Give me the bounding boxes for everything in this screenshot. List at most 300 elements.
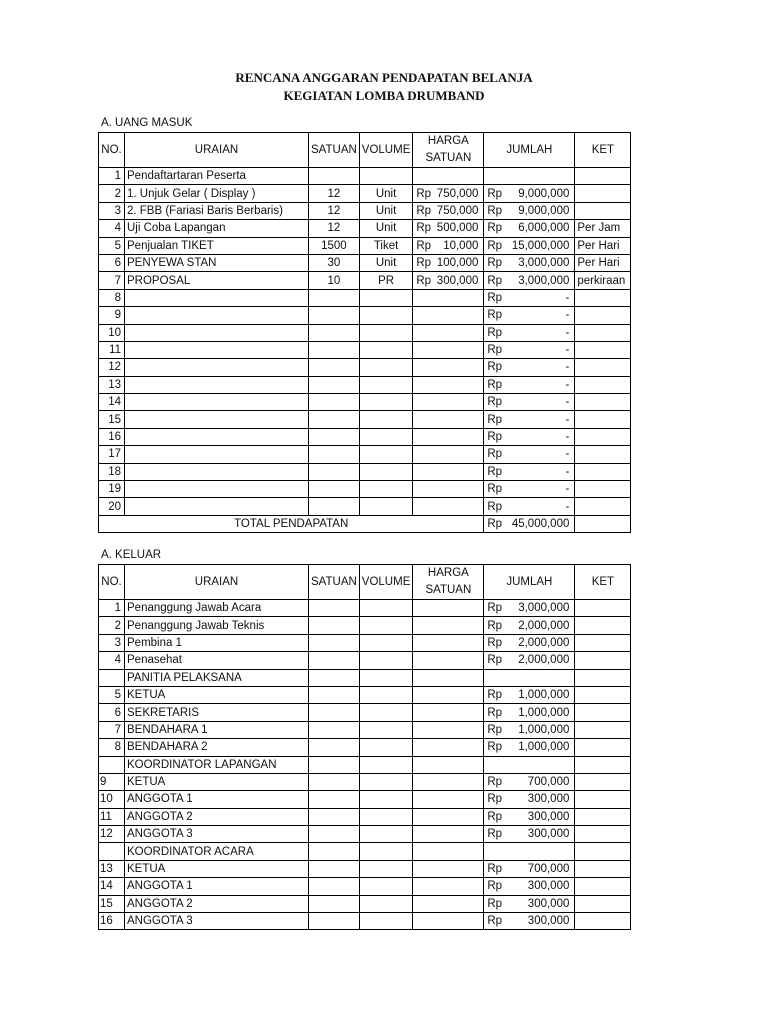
table-row xyxy=(99,428,631,445)
row-harga xyxy=(413,498,484,515)
currency-symbol: Rp xyxy=(487,828,503,841)
row-uraian: Penanggung Jawab Acara xyxy=(125,600,309,617)
row-uraian xyxy=(125,307,309,324)
row-jumlah xyxy=(484,220,575,237)
row-no: 10 xyxy=(99,791,125,808)
amount-value: 1,000,000 xyxy=(518,723,570,736)
row-no: 11 xyxy=(99,808,125,825)
row-satuan xyxy=(309,669,360,686)
row-satuan xyxy=(309,463,360,480)
row-no: 4 xyxy=(99,652,125,669)
row-satuan xyxy=(309,808,360,825)
row-ket xyxy=(575,617,631,634)
row-satuan xyxy=(309,704,360,721)
row-volume xyxy=(359,878,413,895)
row-jumlah xyxy=(484,272,575,289)
amount-value: 2,000,000 xyxy=(518,636,570,649)
table-row xyxy=(99,600,631,617)
row-no: 2 xyxy=(99,617,125,634)
row-jumlah xyxy=(484,289,575,306)
row-volume xyxy=(359,686,413,703)
currency-symbol: Rp xyxy=(487,187,503,200)
col-uraian-header: URAIAN xyxy=(125,133,309,168)
currency-symbol: Rp xyxy=(487,654,503,667)
amount-value: - xyxy=(565,465,570,478)
row-jumlah xyxy=(484,185,575,202)
row-volume xyxy=(359,481,413,498)
currency-symbol: Rp xyxy=(487,239,503,252)
row-no: 4 xyxy=(99,220,125,237)
row-satuan xyxy=(309,446,360,463)
row-ket xyxy=(575,826,631,843)
row-uraian: PROPOSAL xyxy=(125,272,309,289)
table-row xyxy=(99,773,631,790)
row-harga xyxy=(413,756,484,773)
currency-symbol: Rp xyxy=(487,863,503,876)
table-row xyxy=(99,202,631,219)
currency-symbol: Rp xyxy=(487,897,503,910)
row-no: 17 xyxy=(99,446,125,463)
row-ket xyxy=(575,600,631,617)
amount-value: 750,000 xyxy=(436,187,479,200)
row-satuan xyxy=(309,686,360,703)
amount-value: - xyxy=(565,431,570,444)
row-harga xyxy=(413,237,484,254)
harga-label-2: SATUAN xyxy=(425,584,472,596)
row-uraian: PANITIA PELAKSANA xyxy=(125,669,309,686)
row-volume xyxy=(359,289,413,306)
row-jumlah xyxy=(484,878,575,895)
row-jumlah xyxy=(484,739,575,756)
row-harga xyxy=(413,617,484,634)
amount-value: 9,000,000 xyxy=(518,187,570,200)
expense-header-row xyxy=(99,565,631,600)
row-ket xyxy=(575,359,631,376)
row-volume: Unit xyxy=(359,254,413,271)
row-jumlah xyxy=(484,411,575,428)
amount-value: 6,000,000 xyxy=(518,222,570,235)
row-satuan xyxy=(309,341,360,358)
currency-symbol: Rp xyxy=(487,517,503,530)
table-row xyxy=(99,791,631,808)
amount-value: 1,000,000 xyxy=(518,689,570,702)
col-volume-header: VOLUME xyxy=(359,133,413,168)
row-uraian xyxy=(125,498,309,515)
row-satuan xyxy=(309,895,360,912)
table-row xyxy=(99,756,631,773)
col-satuan-header: SATUAN xyxy=(309,565,360,600)
table-row xyxy=(99,498,631,515)
row-harga xyxy=(413,600,484,617)
row-uraian xyxy=(125,324,309,341)
amount-value: 3,000,000 xyxy=(518,602,570,615)
currency-symbol: Rp xyxy=(487,500,503,513)
row-ket: Per Jam xyxy=(575,220,631,237)
row-no: 12 xyxy=(99,359,125,376)
expense-table xyxy=(98,564,631,930)
row-uraian: 1. Unjuk Gelar ( Display ) xyxy=(125,185,309,202)
row-jumlah xyxy=(484,895,575,912)
row-ket xyxy=(575,843,631,860)
row-jumlah xyxy=(484,237,575,254)
row-ket xyxy=(575,446,631,463)
amount-value: 100,000 xyxy=(436,257,479,270)
row-satuan xyxy=(309,652,360,669)
total-label: TOTAL PENDAPATAN xyxy=(99,515,484,532)
row-uraian xyxy=(125,463,309,480)
row-satuan xyxy=(309,600,360,617)
row-ket: Per Hari xyxy=(575,254,631,271)
row-harga xyxy=(413,411,484,428)
row-volume xyxy=(359,826,413,843)
income-table xyxy=(98,132,631,533)
row-no: 19 xyxy=(99,481,125,498)
table-row xyxy=(99,324,631,341)
currency-symbol: Rp xyxy=(487,810,503,823)
currency-symbol: Rp xyxy=(487,483,503,496)
currency-symbol: Rp xyxy=(487,204,503,217)
row-volume xyxy=(359,739,413,756)
row-ket xyxy=(575,686,631,703)
total-value-cell xyxy=(484,515,575,532)
row-uraian: ANGGOTA 3 xyxy=(125,826,309,843)
row-no: 20 xyxy=(99,498,125,515)
harga-label-1: HARGA xyxy=(427,567,469,579)
total-ket-cell xyxy=(575,515,631,532)
amount-value: 9,000,000 xyxy=(518,204,570,217)
row-volume xyxy=(359,463,413,480)
currency-symbol: Rp xyxy=(487,344,503,357)
row-ket xyxy=(575,481,631,498)
row-ket xyxy=(575,168,631,185)
row-volume xyxy=(359,411,413,428)
row-ket xyxy=(575,289,631,306)
currency-symbol: Rp xyxy=(487,776,503,789)
row-ket xyxy=(575,202,631,219)
row-harga xyxy=(413,220,484,237)
amount-value: - xyxy=(565,448,570,461)
currency-symbol: Rp xyxy=(487,222,503,235)
row-harga xyxy=(413,791,484,808)
row-harga xyxy=(413,341,484,358)
row-harga xyxy=(413,773,484,790)
row-harga xyxy=(413,739,484,756)
row-no: 8 xyxy=(99,739,125,756)
row-volume: Unit xyxy=(359,202,413,219)
table-row xyxy=(99,878,631,895)
currency-symbol: Rp xyxy=(487,723,503,736)
table-row xyxy=(99,721,631,738)
col-ket-header: KET xyxy=(575,133,631,168)
row-volume xyxy=(359,359,413,376)
row-uraian xyxy=(125,446,309,463)
amount-value: 300,000 xyxy=(527,828,570,841)
row-ket: perkiraan xyxy=(575,272,631,289)
table-row xyxy=(99,617,631,634)
row-ket xyxy=(575,341,631,358)
row-no: 15 xyxy=(99,411,125,428)
currency-symbol: Rp xyxy=(487,915,503,928)
row-satuan: 12 xyxy=(309,202,360,219)
row-no xyxy=(99,669,125,686)
row-jumlah xyxy=(484,617,575,634)
table-row xyxy=(99,446,631,463)
row-no: 14 xyxy=(99,878,125,895)
row-volume xyxy=(359,669,413,686)
row-harga xyxy=(413,359,484,376)
amount-value: 300,000 xyxy=(527,793,570,806)
row-harga xyxy=(413,843,484,860)
row-ket xyxy=(575,773,631,790)
row-volume xyxy=(359,756,413,773)
row-ket: Per Hari xyxy=(575,237,631,254)
row-harga xyxy=(413,895,484,912)
row-satuan xyxy=(309,168,360,185)
row-satuan xyxy=(309,324,360,341)
row-satuan xyxy=(309,289,360,306)
row-satuan xyxy=(309,359,360,376)
amount-value: - xyxy=(565,326,570,339)
currency-symbol: Rp xyxy=(416,239,432,252)
row-ket xyxy=(575,652,631,669)
row-harga xyxy=(413,168,484,185)
row-no: 7 xyxy=(99,272,125,289)
table-row xyxy=(99,481,631,498)
row-no: 1 xyxy=(99,168,125,185)
row-harga xyxy=(413,324,484,341)
currency-symbol: Rp xyxy=(487,689,503,702)
row-uraian: KETUA xyxy=(125,773,309,790)
row-uraian: SEKRETARIS xyxy=(125,704,309,721)
currency-symbol: Rp xyxy=(416,204,432,217)
row-jumlah xyxy=(484,669,575,686)
row-volume xyxy=(359,600,413,617)
row-satuan xyxy=(309,756,360,773)
row-no: 16 xyxy=(99,428,125,445)
row-harga xyxy=(413,913,484,930)
currency-symbol: Rp xyxy=(487,619,503,632)
row-uraian xyxy=(125,411,309,428)
row-volume xyxy=(359,324,413,341)
table-row xyxy=(99,359,631,376)
row-satuan xyxy=(309,428,360,445)
row-ket xyxy=(575,913,631,930)
table-row xyxy=(99,376,631,393)
row-harga xyxy=(413,394,484,411)
row-uraian: BENDAHARA 1 xyxy=(125,721,309,738)
row-satuan xyxy=(309,913,360,930)
row-volume xyxy=(359,704,413,721)
row-volume xyxy=(359,634,413,651)
row-jumlah xyxy=(484,704,575,721)
row-no: 10 xyxy=(99,324,125,341)
currency-symbol: Rp xyxy=(487,361,503,374)
row-harga xyxy=(413,272,484,289)
row-harga xyxy=(413,254,484,271)
row-satuan xyxy=(309,791,360,808)
col-harga-header xyxy=(413,133,484,168)
row-jumlah xyxy=(484,498,575,515)
row-satuan xyxy=(309,721,360,738)
amount-value: - xyxy=(565,396,570,409)
row-satuan xyxy=(309,739,360,756)
row-satuan: 12 xyxy=(309,185,360,202)
row-volume xyxy=(359,652,413,669)
row-satuan xyxy=(309,878,360,895)
row-jumlah xyxy=(484,446,575,463)
row-no: 5 xyxy=(99,237,125,254)
row-jumlah xyxy=(484,791,575,808)
row-harga xyxy=(413,826,484,843)
amount-value: 15,000,000 xyxy=(511,239,570,252)
amount-value: - xyxy=(565,309,570,322)
row-harga xyxy=(413,376,484,393)
income-total-row xyxy=(99,515,631,532)
row-ket xyxy=(575,808,631,825)
col-volume-header: VOLUME xyxy=(359,565,413,600)
table-row xyxy=(99,686,631,703)
row-satuan xyxy=(309,843,360,860)
row-ket xyxy=(575,739,631,756)
amount-value: 3,000,000 xyxy=(518,257,570,270)
amount-value: 300,000 xyxy=(527,810,570,823)
row-volume xyxy=(359,843,413,860)
amount-value: 300,000 xyxy=(527,915,570,928)
row-no: 2 xyxy=(99,185,125,202)
row-volume xyxy=(359,498,413,515)
col-uraian-header: URAIAN xyxy=(125,565,309,600)
row-uraian: KOORDINATOR LAPANGAN xyxy=(125,756,309,773)
table-row xyxy=(99,168,631,185)
row-ket xyxy=(575,376,631,393)
col-no-header: NO. xyxy=(99,565,125,600)
row-satuan xyxy=(309,307,360,324)
row-ket xyxy=(575,394,631,411)
row-jumlah xyxy=(484,481,575,498)
row-ket xyxy=(575,463,631,480)
table-row xyxy=(99,272,631,289)
row-no: 13 xyxy=(99,860,125,877)
row-satuan xyxy=(309,634,360,651)
row-ket xyxy=(575,428,631,445)
row-satuan: 30 xyxy=(309,254,360,271)
row-uraian: Penanggung Jawab Teknis xyxy=(125,617,309,634)
row-jumlah xyxy=(484,721,575,738)
row-satuan xyxy=(309,860,360,877)
row-harga xyxy=(413,463,484,480)
table-row xyxy=(99,220,631,237)
amount-value: 750,000 xyxy=(436,204,479,217)
document-title-line2: KEGIATAN LOMBA DRUMBAND xyxy=(283,88,485,103)
row-jumlah xyxy=(484,826,575,843)
row-harga xyxy=(413,307,484,324)
col-satuan-header: SATUAN xyxy=(309,133,360,168)
row-uraian: KOORDINATOR ACARA xyxy=(125,843,309,860)
amount-value: - xyxy=(565,500,570,513)
row-no: 15 xyxy=(99,895,125,912)
row-satuan xyxy=(309,411,360,428)
currency-symbol: Rp xyxy=(416,257,432,270)
row-harga xyxy=(413,808,484,825)
row-uraian: Uji Coba Lapangan xyxy=(125,220,309,237)
row-uraian xyxy=(125,359,309,376)
amount-value: 700,000 xyxy=(527,776,570,789)
table-row xyxy=(99,254,631,271)
row-uraian: Penjualan TIKET xyxy=(125,237,309,254)
table-row xyxy=(99,237,631,254)
amount-value: 3,000,000 xyxy=(518,274,570,287)
row-volume: Unit xyxy=(359,185,413,202)
harga-label-2: SATUAN xyxy=(425,152,472,164)
row-no: 3 xyxy=(99,202,125,219)
table-row xyxy=(99,860,631,877)
row-satuan: 10 xyxy=(309,272,360,289)
row-uraian: ANGGOTA 2 xyxy=(125,895,309,912)
col-no-header: NO. xyxy=(99,133,125,168)
row-ket xyxy=(575,895,631,912)
table-row xyxy=(99,826,631,843)
col-ket-header: KET xyxy=(575,565,631,600)
document-title-line1: RENCANA ANGGARAN PENDAPATAN BELANJA xyxy=(235,70,533,85)
row-volume xyxy=(359,808,413,825)
row-ket xyxy=(575,411,631,428)
row-uraian: Pembina 1 xyxy=(125,634,309,651)
row-no: 3 xyxy=(99,634,125,651)
row-volume: Unit xyxy=(359,220,413,237)
row-harga xyxy=(413,289,484,306)
row-jumlah xyxy=(484,202,575,219)
row-ket xyxy=(575,878,631,895)
row-volume xyxy=(359,895,413,912)
amount-value: 1,000,000 xyxy=(518,706,570,719)
row-satuan xyxy=(309,376,360,393)
row-harga xyxy=(413,202,484,219)
row-ket xyxy=(575,498,631,515)
amount-value: 1,000,000 xyxy=(518,741,570,754)
row-volume xyxy=(359,376,413,393)
row-jumlah xyxy=(484,324,575,341)
row-satuan xyxy=(309,826,360,843)
expense-section-label: A. KELUAR xyxy=(101,549,162,561)
row-no: 5 xyxy=(99,686,125,703)
row-satuan: 12 xyxy=(309,220,360,237)
row-jumlah xyxy=(484,463,575,480)
row-harga xyxy=(413,669,484,686)
row-no: 9 xyxy=(99,307,125,324)
row-volume: Tiket xyxy=(359,237,413,254)
table-row xyxy=(99,895,631,912)
row-jumlah xyxy=(484,686,575,703)
table-row xyxy=(99,808,631,825)
row-jumlah xyxy=(484,428,575,445)
row-no xyxy=(99,843,125,860)
row-no: 1 xyxy=(99,600,125,617)
row-no: 12 xyxy=(99,826,125,843)
currency-symbol: Rp xyxy=(487,326,503,339)
row-jumlah xyxy=(484,773,575,790)
row-volume xyxy=(359,428,413,445)
row-jumlah xyxy=(484,860,575,877)
currency-symbol: Rp xyxy=(416,187,432,200)
table-row xyxy=(99,652,631,669)
row-uraian: KETUA xyxy=(125,686,309,703)
currency-symbol: Rp xyxy=(487,309,503,322)
row-jumlah xyxy=(484,843,575,860)
row-volume xyxy=(359,721,413,738)
row-uraian: BENDAHARA 2 xyxy=(125,739,309,756)
row-ket xyxy=(575,791,631,808)
row-no: 11 xyxy=(99,341,125,358)
